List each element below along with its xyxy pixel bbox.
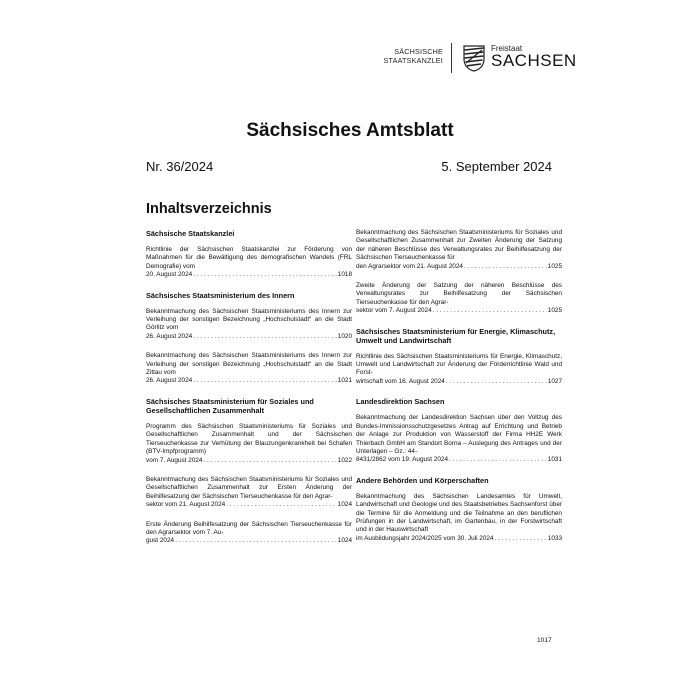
entry-text: Erste Änderung Beihilfesatzung der Sächsischen Tierseuchenkasse für den Agrarsektor vom 7. Au- [146, 520, 352, 536]
saxony-coat-of-arms-icon [462, 44, 486, 72]
toc-section [146, 291, 352, 386]
entry-text: Zweite Änderung der Satzung der näheren Beschlüsse des Verwaltungsrates zur Beihilfesatzung der Sächsischen Tierseuchenkasse für den Agrar- [356, 282, 562, 306]
entry-page-number: 1025 [547, 262, 562, 270]
entry-last-line [146, 271, 352, 279]
entry-date: 8431/2862 vom 19. August 2024 [356, 456, 449, 464]
entry-page-number: 1024 [337, 537, 352, 545]
toc-entry[interactable] [146, 476, 352, 510]
entry-text: Bekanntmachung des Sächsischen Staatsministeriums des Innern zur Verleihung der sonstigen Bezeichnung „Hochschulstadt“ an die Stadt Zittau vom [146, 352, 352, 377]
page-number: 1017 [537, 637, 552, 644]
entry-text: Bekanntmachung des Sächsischen Staatsministeriums für Soziales und Gesellschaftlichen Zusammenhalt zur Ersten Änderung der Beihilfesatzung der Sächsischen Tierseuchenkasse für den Agrar- [146, 475, 352, 500]
toc-entry[interactable] [146, 423, 352, 465]
section-title: Andere Behörden und Körperschaften [356, 475, 489, 485]
entry-date: 26. August 2024 [146, 377, 193, 385]
freistaat-label: Freistaat [491, 44, 523, 53]
sachsen-wordmark: SACHSEN [491, 51, 577, 70]
entry-date: 26. August 2024 [146, 332, 193, 340]
toc-entry[interactable] [146, 246, 352, 280]
toc-entry[interactable] [356, 493, 562, 543]
issue-date: 5. September 2024 [441, 159, 552, 174]
entry-text: Bekanntmachung des Sächsischen Landesamtes für Umwelt, Landwirtschaft und Geologie und des Staatsbetriebes Sachsenforst über die Termine für die Anmeldung und die Teilnahme an den beruflichen Prüfungen in der Landwirtschaft, im Gartenbau, in der Forstwirtschaft und in der Hauswirtschaft [356, 492, 562, 534]
toc-entry[interactable] [356, 229, 562, 271]
toc-section [356, 397, 562, 464]
toc-column-right [356, 229, 562, 554]
entry-last-line [356, 307, 562, 315]
kanzlei-line-1: SÄCHSISCHE [394, 47, 443, 56]
entry-date: sektor vom 21. August 2024 [146, 501, 226, 509]
toc-entry[interactable] [356, 414, 562, 464]
dot-leader [464, 263, 547, 271]
entry-text: Bekanntmachung des Sächsischen Staatsministeriums des Innern zur Verleihung der sonstigen Bezeichnung „Hochschulstadt“ an die Stadt Görlitz vom [146, 307, 352, 332]
toc-heading: Inhaltsverzeichnis [146, 201, 272, 217]
page-title: Sächsisches Amtsblatt [246, 120, 454, 141]
entry-page-number: 1020 [337, 332, 352, 340]
toc-entry[interactable] [146, 521, 352, 546]
entry-page-number: 1022 [337, 456, 352, 464]
entry-page-number: 1027 [547, 377, 562, 385]
dot-leader [495, 535, 547, 543]
section-title: Sächsisches Staatsministerium für Energie, Klimaschutz, Umwelt und Landwirtschaft [356, 326, 556, 345]
toc-section [356, 476, 562, 543]
entry-date: sektor vom 7. August 2024 [356, 307, 432, 315]
entry-text: Programm des Sächsischen Staatsministeriums für Soziales und Gesellschaftlichen Zusammenhalt und der Sächsischen Tierseuchenkasse zur Verhütung der Blauzungenkrankheit bei Schafen (BTV-Impfprogramm) [146, 422, 352, 456]
entry-page-number: 1025 [547, 307, 562, 315]
toc-entry[interactable] [146, 352, 352, 386]
dot-leader [193, 333, 337, 341]
entry-last-line [146, 537, 352, 545]
entry-last-line [356, 456, 562, 464]
toc-column-left [146, 229, 352, 557]
entry-text: Richtlinie des Sächsischen Staatsministeriums für Energie, Klimaschutz, Umwelt und Landwirtschaft zur Änderung der Förderrichtlinie Wald und Forst- [356, 352, 562, 377]
entry-last-line [356, 263, 562, 271]
entry-last-line [356, 378, 562, 386]
toc-section [146, 229, 352, 280]
dot-leader [449, 456, 547, 464]
staatskanzlei-logo [383, 47, 443, 65]
toc-section [356, 229, 562, 316]
issue-number: Nr. 36/2024 [146, 159, 214, 174]
entry-last-line [146, 501, 352, 509]
dot-leader [193, 271, 337, 279]
entry-last-line [146, 377, 352, 385]
toc-section [356, 327, 562, 387]
entry-page-number: 1018 [337, 271, 352, 279]
entry-page-number: 1024 [337, 501, 352, 509]
section-title: Sächsische Staatskanzlei [146, 229, 235, 238]
section-title: Sächsisches Staatsministerium für Soziales und Gesellschaftlichen Zusammenhalt [146, 396, 314, 415]
entry-date: 20. August 2024 [146, 271, 193, 279]
entry-last-line [356, 535, 562, 543]
entry-date: vom 7. August 2024 [146, 456, 203, 464]
entry-page-number: 1021 [337, 377, 352, 385]
entry-date: den Agrarsektor vom 21. August 2024 [356, 262, 463, 270]
section-title: Sächsisches Staatsministerium des Innern [146, 290, 295, 300]
entry-last-line [146, 333, 352, 341]
toc-entry[interactable] [356, 353, 562, 387]
dot-leader [175, 537, 337, 545]
dot-leader [446, 378, 547, 386]
entry-page-number: 1031 [547, 456, 562, 464]
dot-leader [193, 377, 337, 385]
logo-divider [451, 43, 452, 73]
dot-leader [204, 457, 337, 465]
entry-text: Richtlinie der Sächsischen Staatskanzlei zur Förderung von Maßnahmen für die Bewältigung des demografischen Wandels (FRL Demografie) vom [146, 246, 352, 270]
toc-entry[interactable] [356, 282, 562, 316]
entry-page-number: 1033 [547, 534, 562, 542]
section-title: Landesdirektion Sachsen [356, 397, 445, 407]
dot-leader [433, 307, 547, 315]
dot-leader [226, 501, 337, 509]
entry-text: Bekanntmachung des Sächsischen Staatsministeriums für Soziales und Gesellschaftlichen Zusammenhalt zur Zweiten Änderung der Satzung der näheren Beschlüsse des Verwaltungsrates zur Beihilfesatzung der Sächsischen Tierseuchenkasse für [356, 229, 562, 262]
entry-date: wirtschaft vom 16. August 2024 [356, 377, 445, 385]
kanzlei-line-2: STAATSKANZLEI [383, 56, 443, 65]
entry-date: gust 2024 [146, 537, 175, 545]
toc-section [146, 397, 352, 546]
entry-text: Bekanntmachung der Landesdirektion Sachsen über den Vollzug des Bundes-Immissionsschutzgesetzes Antrag auf Errichtung und Betrieb der Anlage zur Produktion von Wasserstoff der Firma HH2E Werk Thierbach GmbH am Standort Borna – Auslegung des Antrages und der Unterlagen – Gz.: 44- [356, 414, 562, 455]
entry-last-line [146, 457, 352, 465]
entry-date: im Ausbildungsjahr 2024/2025 vom 30. Juli 2024 [356, 534, 494, 542]
toc-entry[interactable] [146, 308, 352, 342]
